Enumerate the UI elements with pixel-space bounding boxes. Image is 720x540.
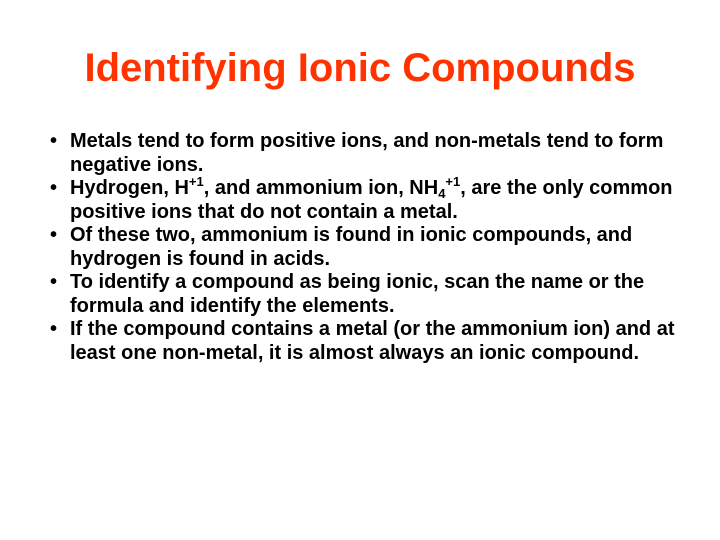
bullet-list [50, 130, 680, 365]
bullet-icon: • [50, 130, 58, 152]
bullet-text: Of these two, ammonium is found in ionic compounds, and hydrogen is found in acids. [70, 224, 633, 270]
charge-superscript: +1 [188, 174, 204, 189]
charge-superscript: +1 [445, 174, 461, 189]
bullet-text: Metals tend to form positive ions, and non-metals tend to form negative ions. [70, 130, 664, 176]
bullet-icon: • [50, 318, 58, 340]
formula-subscript: 4 [438, 186, 446, 201]
bullet-icon: • [50, 224, 58, 246]
bullet-item [50, 174, 680, 224]
bullet-text: , and ammonium ion, NH [203, 177, 439, 199]
bullet-text: To identify a compound as being ionic, scan the name or the formula and identify the elements. [70, 271, 645, 317]
bullet-icon: • [50, 177, 58, 199]
bullet-text: Hydrogen, H [70, 177, 189, 199]
bullet-text: , are the only common positive ions that do not contain a metal. [70, 177, 673, 223]
bullet-item [50, 271, 680, 318]
bullet-icon: • [50, 271, 58, 293]
slide-title: Identifying Ionic Compounds [84, 46, 636, 90]
bullet-text: If the compound contains a metal (or the ammonium ion) and at least one non-metal, it is almost always an ionic compound. [70, 318, 675, 364]
bullet-item [50, 224, 680, 271]
bullet-item [50, 318, 680, 365]
bullet-item [50, 130, 680, 177]
